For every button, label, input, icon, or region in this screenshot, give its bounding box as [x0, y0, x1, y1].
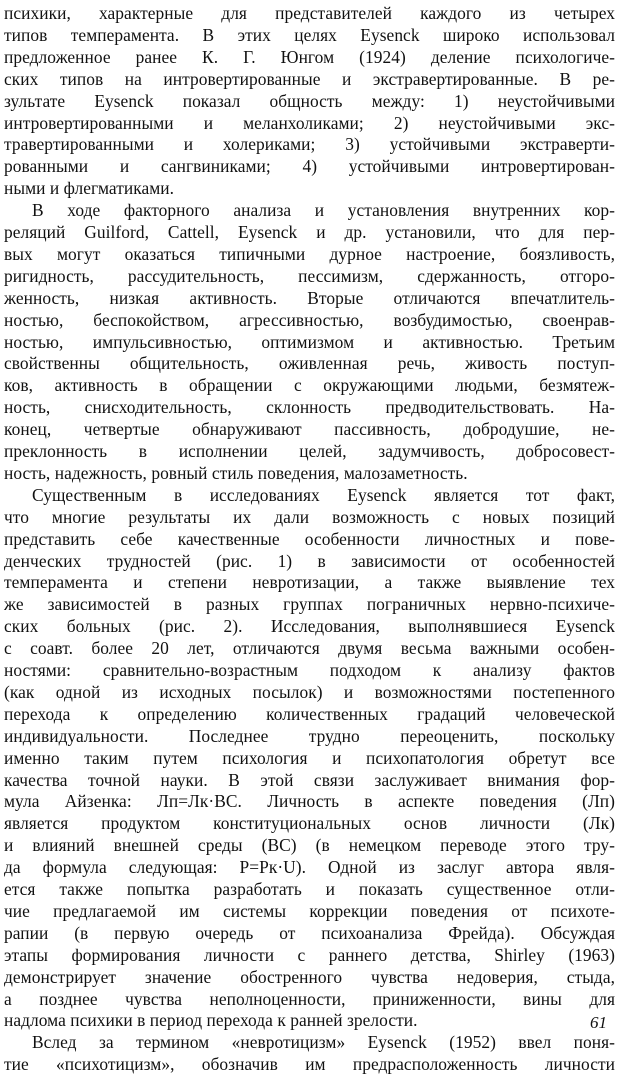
- text-line: что многие результаты их дали возможность с новых позиций: [4, 506, 615, 527]
- book-page: [4, 0, 615, 1075]
- text-line: индивидуальности. Последнее трудно переоценить, поскольку: [4, 725, 615, 746]
- page-number: 61: [590, 1013, 607, 1032]
- text-line: тие «психотицизм», обозначив им предрасположенность личности: [4, 1054, 615, 1075]
- text-line: ностью, импульсивностью, оптимизмом и активностью. Третьим: [4, 331, 615, 352]
- text-line: В ходе факторного анализа и установления внутренних кор-: [32, 200, 615, 221]
- text-line: чие предлагаемой им системы коррекции поведения от психоте-: [4, 900, 615, 921]
- text-line: зультате Eysenck показал общность между: 1) неустойчивыми: [4, 90, 615, 111]
- text-line: ными и флегматиками.: [4, 178, 175, 199]
- text-line: ется также попытка разработать и показать существенное отли-: [4, 879, 615, 899]
- text-line: да формула следующая: P=Pк·U). Одной из заслуг автора явля-: [4, 857, 615, 878]
- text-line: надлома психики в период перехода к ранней зрелости.: [4, 1010, 418, 1031]
- text-line: вых могут оказаться типичными дурное настроение, боязливость,: [4, 243, 615, 264]
- text-line: ность, надежность, ровный стиль поведения, малозаметность.: [4, 462, 468, 483]
- text-line: и влияний внешней среды (ВС) (в немецком переводе этого тру-: [4, 835, 615, 856]
- text-line: типов темперамента. В этих целях Eysenck широко использовал: [4, 24, 615, 45]
- text-line: предложенное ранее К. Г. Юнгом (1924) деление психологиче-: [4, 46, 615, 67]
- text-line: преклонность в исполнении целей, задумчивость, добросовест-: [4, 441, 615, 461]
- text-line: а позднее чувства неполноценности, приниженности, вины для: [4, 988, 615, 1009]
- text-line: ностью, беспокойством, агрессивностью, возбудимостью, своенрав-: [4, 309, 615, 330]
- text-line: свойственны общительность, оживленная речь, живость поступ-: [4, 353, 615, 374]
- text-line: является продуктом конституциональных основ личности (Лк): [4, 813, 615, 834]
- text-line: рованными и сангвиниками; 4) устойчивыми интровертирован-: [4, 156, 615, 177]
- text-line: психики, характерные для представителей каждого из четырех: [4, 3, 615, 23]
- text-line: ригидность, рассудительность, пессимизм, сдержанность, отгоро-: [4, 265, 615, 286]
- text-line: демонстрирует значение обостренного чувства недоверия, стыда,: [4, 966, 615, 987]
- text-line: ностями: сравнительно-возрастным подходом к анализу фактов: [4, 660, 615, 680]
- text-line: ность, снисходительность, склонность предводительствовать. На-: [4, 397, 615, 418]
- text-line: ков, активность в обращении с окружающими людьми, безмятеж-: [4, 375, 615, 396]
- text-line: именно таким путем психология и психопатология обретут все: [4, 747, 615, 768]
- text-line: Вслед за термином «невротицизм» Eysenck (1952) ввел поня-: [32, 1032, 615, 1053]
- text-line: рапии (в первую очередь от психоанализа Фрейда). Обсуждая: [4, 922, 615, 943]
- text-line: женность, низкая активность. Вторые отличаются впечатлитель-: [4, 287, 615, 308]
- text-line: с соавт. более 20 лет, отличаются двумя весьма важными особен-: [4, 638, 615, 659]
- text-line: мула Айзенка: Лп=Лк·ВС. Личность в аспекте поведения (Лп): [4, 791, 615, 812]
- text-line: ских типов на интровертированные и экстравертированные. В ре-: [4, 68, 615, 89]
- text-line: (как одной из исходных посылок) и возможностями постепенного: [4, 681, 615, 702]
- text-line: представить себе качественные особенности личностных и пове-: [4, 528, 615, 549]
- text-line: этапы формирования личности с раннего детства, Shirley (1963): [4, 944, 615, 965]
- text-line: конец, четвертые обнаруживают пассивность, добродушие, не-: [4, 419, 615, 440]
- text-line: ских больных (рис. 2). Исследования, выполнявшиеся Eysenck: [4, 616, 615, 637]
- text-line: денческих трудностей (рис. 1) в зависимости от особенностей: [4, 550, 615, 571]
- text-line: реляций Guilford, Cattell, Eysenck и др. установили, что для пер-: [4, 222, 615, 242]
- text-line: травертированными и холериками; 3) устойчивыми экстраверти-: [4, 134, 615, 155]
- text-line: же зависимостей в разных группах пограничных нервно-психиче-: [4, 594, 615, 615]
- text-line: темперамента и степени невротизации, а также выявление тех: [4, 572, 615, 593]
- text-line: Существенным в исследованиях Eysenck является тот факт,: [32, 484, 615, 505]
- text-line: качества точной науки. В этой связи заслуживает внимания фор-: [4, 769, 615, 790]
- text-line: перехода к определению количественных градаций человеческой: [4, 703, 615, 724]
- text-line: интровертированными и меланхоликами; 2) неустойчивыми экс-: [4, 112, 615, 133]
